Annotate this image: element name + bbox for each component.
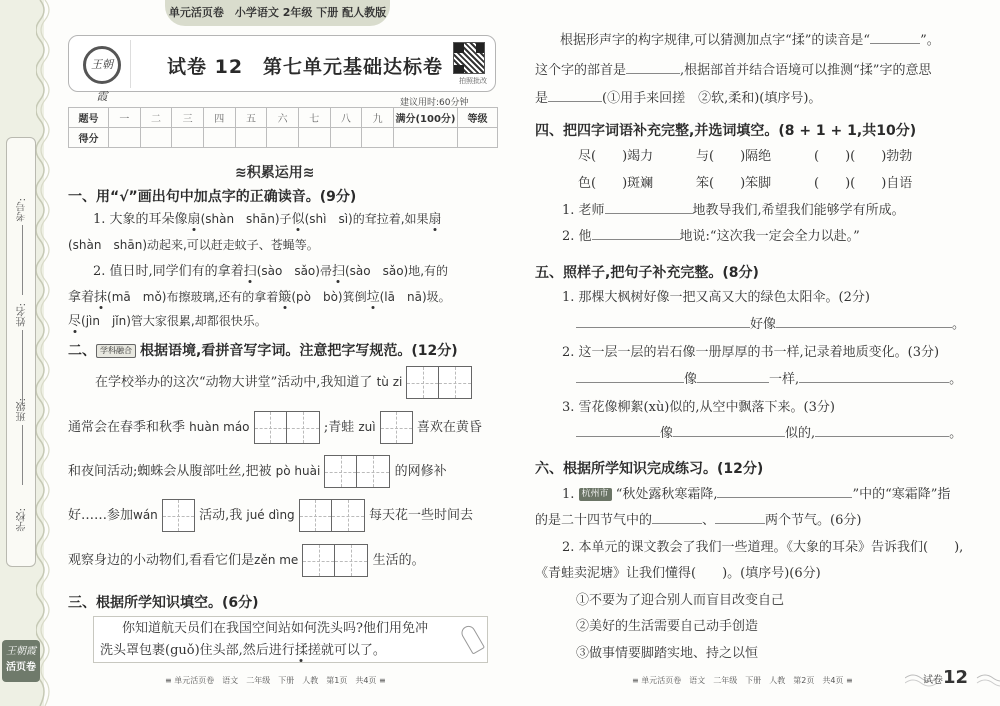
question-5-fill-3: 像 似的, 。 xyxy=(576,421,962,447)
q3-continuation-line-3: 是 (①用手来回搓 ②软,柔和)(填序号)。 xyxy=(535,86,821,112)
question-2-line-1: 在学校举办的这次“动物大讲堂”活动中,我知道了 tù zi xyxy=(95,365,472,400)
score-table xyxy=(68,107,498,148)
question-5-example-2: 2. 这一层一层的岩石像一册厚厚的书一样,记录着地质变化。(3分) xyxy=(562,345,940,360)
question-2-line-4: 好……参加wán 活动,我 jué dìng 每天花一些时间去 xyxy=(68,498,473,533)
question-5-fill-2: 像 一样, 。 xyxy=(576,367,962,393)
answer-blank[interactable] xyxy=(715,510,765,524)
qr-label: 拍照批改 xyxy=(459,77,487,85)
brand-logo: 王朝霞 xyxy=(83,46,121,84)
subject-fusion-tag: 学科融合 xyxy=(96,344,136,358)
answer-blank[interactable] xyxy=(799,369,949,383)
section-title: ≋积累运用≋ xyxy=(235,165,315,181)
answer-blank[interactable] xyxy=(592,226,680,240)
rocket-icon xyxy=(459,623,485,654)
page-footer-left: ≡ 单元活页卷 语文 二年级 下册 人教 第1页 共4页 ≡ xyxy=(165,676,386,685)
question-2-line-2: 通常会在春季和秋季 huàn máo ;青蛙 zuì 喜欢在黄昏 xyxy=(68,410,482,445)
score-table-header-row: 题号 一 二 三 四 五 六 七 八 九 满分(100分) 等级 xyxy=(69,108,498,128)
answer-blank[interactable] xyxy=(815,423,949,437)
question-4-sentence-2: 2. 他 地说:“这次我一定会全力以赴。” xyxy=(562,224,860,250)
question-6-item-2-cont: 《青蛙卖泥塘》让我们懂得( )。(填序号)(6分) xyxy=(535,566,821,581)
answer-blank[interactable] xyxy=(576,314,750,328)
score-table-score-row: 得分 xyxy=(69,128,498,148)
option-3: ③做事情要脚踏实地、持之以恒 xyxy=(576,646,759,661)
question-2-line-3: 和夜间活动;蜘蛛会从腹部吐丝,把被 pò huài 的网修补 xyxy=(68,454,447,489)
answer-blank[interactable] xyxy=(548,88,602,102)
brand-badge: 王朝霞 活页卷 xyxy=(2,640,40,682)
question-4-heading: 四、把四字词语补充完整,并选词填空。(8 + 1 + 1,共10分) xyxy=(535,123,917,139)
question-2-line-5: 观察身边的小动物们,看看它们是zěn me 生活的。 xyxy=(68,543,425,578)
q3-continuation-line-1: 根据形声字的构字规律,可以猜测加点字“揉”的读音是“ ”。 xyxy=(560,28,940,54)
question-1-heading: 一、用“√”画出句中加点字的正确读音。(9分) xyxy=(68,189,357,205)
question-6-item-1: 1. 杭州市 “秋处露秋寒霜降, ”中的“寒霜降”指 xyxy=(562,482,950,508)
question-1-item-2-cont: 拿着抹(mā mǒ)布擦玻璃,还有的拿着簸(pò bò)箕倒垃(lā nā)圾。 xyxy=(68,290,451,305)
writing-grid[interactable] xyxy=(162,499,195,532)
answer-blank[interactable] xyxy=(576,423,660,437)
idiom-row-2: 色( )斑斓 笨( )笨脚 ( )( )自语 xyxy=(578,176,913,191)
page-footer-right: ≡ 单元活页卷 语文 二年级 下册 人教 第2页 共4页 ≡ xyxy=(632,676,853,685)
writing-grid[interactable] xyxy=(324,455,390,488)
answer-blank[interactable] xyxy=(605,200,693,214)
idiom-row-1: 尽( )竭力 与( )隔绝 ( )( )勃勃 xyxy=(578,149,913,164)
option-1: ①不要为了迎合别人而盲目改变自己 xyxy=(576,593,785,608)
question-5-example-3: 3. 雪花像柳絮(xù)似的,从空中飘落下来。(3分) xyxy=(562,400,835,415)
class-field[interactable]: 班级: xyxy=(7,398,37,485)
school-field[interactable]: 学校: xyxy=(16,508,28,532)
series-banner: 单元活页卷 小学语文 2年级 下册 配人教版 xyxy=(165,0,390,26)
question-6-item-1-cont: 的是二十四节气中的 、 两个节气。(6分) xyxy=(535,508,861,534)
question-1-item-2-end: 尽(jìn jǐn)管大家很累,却都很快乐。 xyxy=(68,314,267,329)
brand-seal xyxy=(75,40,131,103)
question-1-item-2: 2. 值日时,同学们有的拿着扫(sào sǎo)帚扫(sào sǎo)地,有的 xyxy=(93,264,449,279)
question-5-fill-1: 好像 。 xyxy=(576,312,965,338)
writing-grid[interactable] xyxy=(254,411,320,444)
question-1-item-1-cont: (shàn shān)动起来,可以赶走蚊子、苍蝇等。 xyxy=(68,238,319,252)
answer-blank[interactable] xyxy=(717,484,852,498)
question-4-sentence-1: 1. 老师 地教导我们,希望我们能够学有所成。 xyxy=(562,198,905,224)
answer-blank[interactable] xyxy=(652,510,702,524)
answer-blank[interactable] xyxy=(626,60,680,74)
wavy-border xyxy=(36,0,52,706)
answer-blank[interactable] xyxy=(576,369,684,383)
question-5-example-1: 1. 那棵大枫树好像一把又高又大的绿色太阳伞。(2分) xyxy=(562,290,870,305)
question-5-heading: 五、照样子,把句子补充完整。(8分) xyxy=(535,265,759,281)
answer-blank[interactable] xyxy=(697,369,769,383)
question-1-item-1: 1. 大象的耳朵像扇(shàn shān)子似(shì sì)的耷拉着,如果扇 xyxy=(93,212,442,227)
answer-blank[interactable] xyxy=(870,30,920,44)
option-2: ②美好的生活需要自己动手创造 xyxy=(576,619,759,634)
q3-continuation-line-2: 这个字的部首是 ,根据部首并结合语境可以推测“揉”字的意思 xyxy=(535,58,931,84)
answer-blank[interactable] xyxy=(776,314,952,328)
answer-blank[interactable] xyxy=(673,423,785,437)
student-info-box xyxy=(6,137,36,567)
writing-grid[interactable] xyxy=(302,544,368,577)
question-6-item-2: 2. 本单元的课文教会了我们一些道理。《大象的耳朵》告诉我们( ), xyxy=(562,540,964,555)
writing-grid[interactable] xyxy=(299,499,365,532)
exam-number-field[interactable]: 考号: xyxy=(7,198,37,295)
question-2-heading: 二、 学科融合 根据语境,看拼音写字词。注意把字写规范。(12分) xyxy=(68,343,458,359)
paper-number-tag: 试卷12 xyxy=(922,667,968,688)
writing-grid[interactable] xyxy=(406,366,472,399)
region-tag: 杭州市 xyxy=(579,488,612,501)
page-title: 试卷 12 第七单元基础达标卷 xyxy=(167,56,444,78)
time-hint: 建议用时:60分钟 xyxy=(400,98,469,108)
writing-grid[interactable] xyxy=(380,411,413,444)
qr-code-icon[interactable] xyxy=(453,42,485,74)
question-3-heading: 三、根据所学知识填空。(6分) xyxy=(68,595,259,611)
question-6-heading: 六、根据所学知识完成练习。(12分) xyxy=(535,461,764,477)
name-field[interactable]: 姓名: xyxy=(7,303,37,405)
reading-passage-box: 你知道航天员们在我国空间站如何洗头吗?他们用免冲 洗头罩包裹(guǒ)住头部,然后进行揉搓就可以了。 xyxy=(93,616,488,663)
